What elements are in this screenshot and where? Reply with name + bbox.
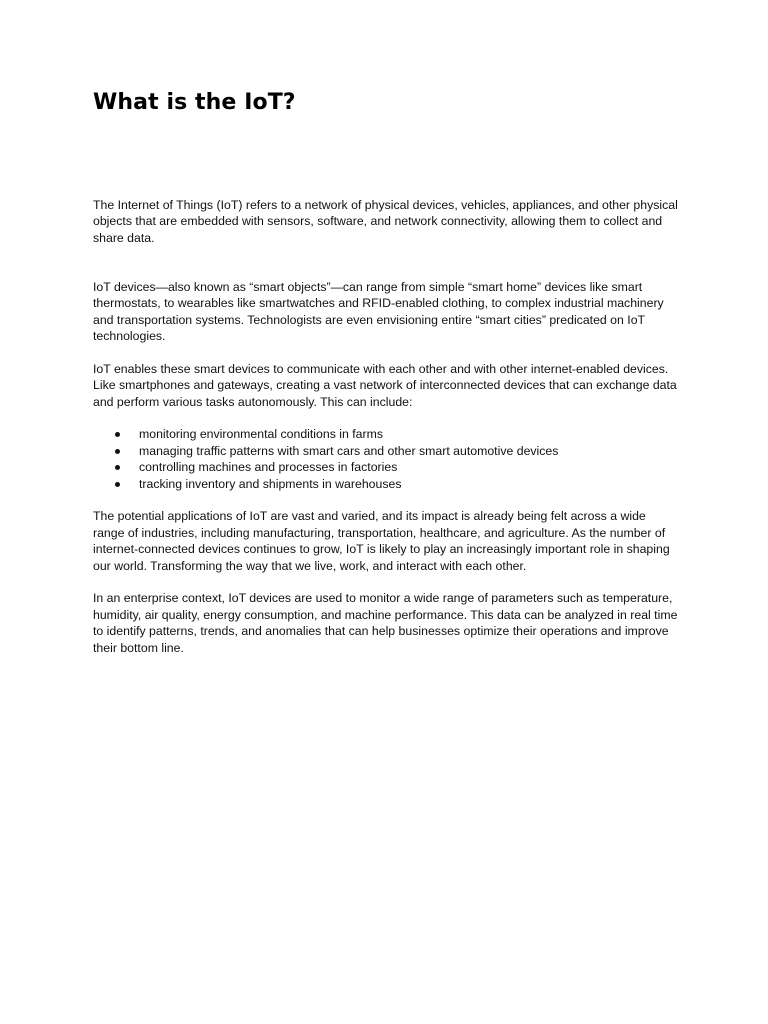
paragraph-communication: IoT enables these smart devices to communicate with each other and with other internet-enabled devices. Like smartphones and gateways, creating a vast network of interconnected devices that can exchange data and perform various tasks autonomously. This can include: bbox=[93, 361, 677, 409]
list-item bbox=[93, 443, 679, 459]
document-title: What is the IoT? bbox=[93, 90, 296, 115]
list-item-text: managing traffic patterns with smart cars and other smart automotive devices bbox=[139, 443, 559, 458]
list-item bbox=[93, 459, 679, 475]
list-item bbox=[93, 426, 679, 442]
list-item-text: monitoring environmental conditions in farms bbox=[139, 427, 384, 442]
document-body bbox=[93, 197, 679, 656]
paragraph-enterprise: In an enterprise context, IoT devices are used to monitor a wide range of parameters such as temperature, humidity, air quality, energy consumption, and machine performance. This data can be analyzed in real time to identify patterns, trends, and anomalies that can help businesses optimize their operations and improve their bottom line. bbox=[93, 591, 678, 655]
paragraph-applications: The potential applications of IoT are vast and varied, and its impact is already being felt across a wide range of industries, including manufacturing, transportation, healthcare, and agriculture. As the number of internet-connected devices continues to grow, IoT is likely to play an increasingly important role in shaping our world. Transforming the way that we live, work, and interact with each other. bbox=[93, 509, 670, 573]
bullet-icon bbox=[115, 432, 120, 437]
paragraph-iot-definition: The Internet of Things (IoT) refers to a network of physical devices, vehicles, appliances, and other physical objects that are embedded with sensors, software, and network connectivity, allowing them to collect and share data. bbox=[93, 198, 678, 245]
paragraph-smart-objects: IoT devices—also known as “smart objects”—can range from simple “smart home” devices like smart thermostats, to wearables like smartwatches and RFID-enabled clothing, to complex industrial machinery and transportation systems. Technologists are even envisioning entire “smart cities” predicated on IoT technologies. bbox=[93, 279, 664, 344]
list-item-text: tracking inventory and shipments in warehouses bbox=[139, 476, 402, 491]
bullet-icon bbox=[115, 449, 120, 454]
bullet-list bbox=[93, 426, 679, 492]
bullet-icon bbox=[115, 482, 120, 487]
list-item-text: controlling machines and processes in factories bbox=[139, 460, 398, 475]
bullet-icon bbox=[115, 465, 120, 470]
list-item bbox=[93, 476, 679, 492]
